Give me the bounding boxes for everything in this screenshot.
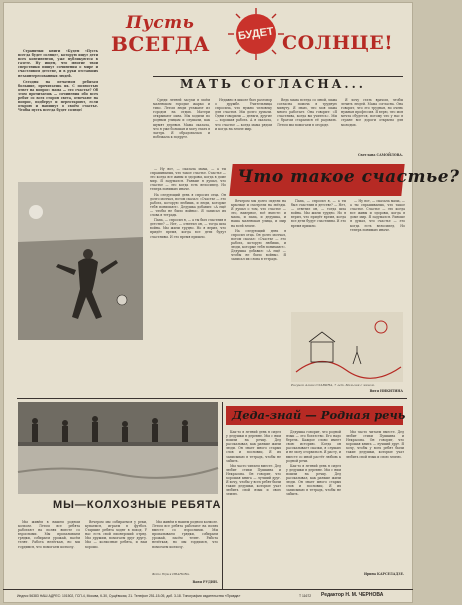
article-paragraph: Папа, — спросил я, — а ты был счастлив в детстве? — Нет, — ответил он, — тогда шла война. Мы жили трудно. Но я верил, что придёт время, когда все дети будут счастливы. И это время пришло. (150, 218, 226, 239)
schastie-title-banner (229, 164, 460, 196)
footer-order-number: Т 11672 (299, 594, 312, 598)
schastie-title: Что такое счастье? (237, 167, 460, 187)
newspaper-page (3, 2, 460, 603)
article-paragraph: Ведь мама всегда со мной, мама согласна помочь в трудную минуту. Я знаю, что моя мама много работает. Она говорит: «Я счастлива, когда вы учитесь». Мы с братом стараемся её радовать. Летом мы помогаем в огороде. (277, 98, 337, 127)
article-paragraph: Мы живём в нашем родном колхозе. Летом все ребята работают на полях вместе со взрослыми. Мы пропалываем грядки, собираем урожай, пасём телят. Работа нелёгкая, но мы гордимся, что помогаем колхозу. (152, 520, 218, 549)
article-paragraph: Папа, — спросил я, — а ты был счастлив в детстве? — Нет, — ответил он, — тогда шла война. Мы жили трудно. Но я верил, что придёт время, когда все дети будут счастливы. И это время пришло. (291, 199, 346, 228)
intro-paragraph: Сегодня на печатном ребятам большие, прочитаешь их. С полностью ответ на вопрос: мама — это счастье? Об этом прочитаешь — сочинения обо всех ребят со всех сторон света, отвечают на вопрос, подберут и переоткроют, если открою и напишут о своём счастье. Чтобы пусть всегда будет солнце! (18, 79, 98, 113)
article-paragraph: Как-то в летний день я сидел у дедушки в деревне. Мы с ним пошли на речку. Дед рассказывал, как раньше жили люди. Он знает много старых слов и пословиц. Я их записываю в тетрадь, чтобы не забыть. (226, 430, 281, 463)
kolhoz-caption: Фото Юрия ИВАНОВА. (152, 572, 190, 576)
article-paragraph: Вечером мы собираемся у реки, купаемся, играем в футбол. Старшие ребята ходят в поход. У нас есть свой пионерский отряд. Мы дружим, помогаем друг другу. Мы — колхозные ребята, и нам хорошо. (85, 520, 147, 549)
photo-illustration (18, 182, 143, 340)
deda-title: Деда-знай — Родная речь (232, 408, 406, 422)
article-paragraph: Я хочу стать врачом, чтобы лечить людей. Мама согласна. Она говорит, что это трудная, но очень нужная профессия. Я верю, что моя мечта сбудется, потому что у нас в стране все дороги открыты для молодых. (341, 98, 403, 127)
article-paragraph: Мы живём в нашем родном колхозе. Летом все ребята работают на полях вместе со взрослыми. Мы пропалываем грядки, собираем урожай, пасём телят. Работа нелёгкая, но мы гордимся, что помогаем колхозу. (18, 520, 80, 549)
intro-text (18, 49, 98, 174)
kolhoz-signature: Ваня РУДИН. (192, 580, 218, 584)
divider (17, 398, 407, 399)
intro-paragraph: Странички книги «Будем «Пусть всегда будет солнце», которую ищут дети всех континентов, уже публикуются в газете. Ну ищем, что многие твои сверстники пишут сочинения о мире и счастливом детстве, и в руки отставших незаинтересованных людей. (18, 49, 98, 78)
masthead (108, 12, 408, 70)
divider (153, 76, 403, 77)
footer-editor: Редактор Н. М. ЧЕРНОВА (321, 592, 384, 598)
masthead-line2-right: СОЛНЦЕ! (282, 32, 394, 54)
mat-signature: Светлана САМОЙЛОВА. (357, 153, 403, 157)
boy-with-ball-photo (18, 182, 143, 340)
article-paragraph: Вечером мы долго сидели на крыльце и смотрели на звёзды. Я думал о том, что счастье — это, наверное, всё вместе: и мама, и папа, и дедушка, и наша маленькая улица, и мир на всей земле. (231, 199, 286, 228)
masthead-line2-mid: БУДЕТ (237, 25, 275, 43)
divider (222, 402, 223, 590)
article-paragraph: Среди летней засухи в моём маленьком городке жарко и тихо. Летом люди уезжают из городов на отдых. Матери открывают окна. Мы ходили по родным улицам и слушали, как шумят деревья. Мама сказала, что я уже большая и могу ехать в лагерь. Я обрадовалась и побежала к подруге. (153, 98, 211, 139)
article-paragraph: — Ну вот, — сказала мама, — а ты спрашиваешь, что такое счастье. Счастье — это когда все живы и здоровы, когда в доме мир. Я задумался. Раньше я думал, что счастье — это когда есть велосипед. Но теперь понимаю иначе. (150, 167, 226, 192)
article-paragraph: На следующий день я спросил отца. Он долго молчал, потом сказал: «Счастье — это работа, которую любишь, и люди, которые тебя понимают». Дедушка добавил: «А ещё — чтобы не было войны». Я записал их слова в тетрадь. (231, 228, 286, 262)
article-paragraph: На следующий день я спросил отца. Он долго молчал, потом сказал: «Счастье — это работа, которую любишь, и люди, которые тебя понимают». Дедушка добавил: «А ещё — чтобы не было войны». Я записал их слова в тетрадь. (150, 192, 226, 218)
masthead-line2-left: ВСЕГДА (111, 32, 210, 56)
masthead-line1: Пусть (126, 13, 195, 33)
schastie-signature: Витя НИКИТИНА (369, 389, 403, 393)
drawing-caption: Рисунок Алика СЛАВИНА, 7 лет. Мальчик с мячом. (291, 383, 375, 387)
deda-title-banner (226, 406, 406, 425)
footer-imprint: Индекс 56383 НАШ АДРЕС: 101502, ГСП-4, Москва, К-30, Сущёвская, 21. Телефон 251-15-05, доб. 3-18. Типография издательства «Правда» (17, 594, 241, 598)
article-paragraph: Недавно в школе был разговор о дружбе. Учительница спросила, что нужно человеку для счастья. Мы долго думали. Одни говорили — деньги, другие — хорошая работа. А я сказала, что счастье — когда мама рядом и когда на земле мир. (215, 98, 272, 131)
article-paragraph: Как-то в летний день я сидел у дедушки в деревне. Мы с ним пошли на речку. Дед рассказывал, как раньше жили люди. Он знает много старых слов и пословиц. Я их записываю в тетрадь, чтобы не забыть. (286, 463, 341, 497)
article-paragraph: — Ну вот, — сказала мама, — а ты спрашиваешь, что такое счастье. Счастье — это когда все живы и здоровы, когда в доме мир. Я задумался. Раньше я думал, что счастье — это когда есть велосипед. Но теперь понимаю иначе. (350, 199, 405, 232)
drawing-illustration (291, 312, 403, 382)
deda-signature: Ирина КАРСЕЛАДЗЕ. (363, 572, 404, 576)
mat-soglasna-title: МАТЬ СОГЛАСНА... (180, 77, 366, 91)
article-paragraph: Мы часто читаем вместе. Дед любит стихи Пушкина и Некрасова. Он говорит, что хорошая книга — лучший друг. Я хочу, чтобы у всех ребят были такие дедушки, которые учат любить свой язык и свою землю. (346, 430, 404, 459)
article-paragraph: Мы часто читаем вместе. Дед любит стихи Пушкина и Некрасова. Он говорит, что хорошая книга — лучший друг. Я хочу, чтобы у всех ребят были такие дедушки, которые учат любить свой язык и свою землю. (226, 463, 281, 497)
photo-illustration (18, 402, 218, 494)
article-paragraph: Дедушка говорит, что родной язык — это богатство. Его надо беречь. Каждое слово имеет свою историю. Когда он рассказывает сказки, я слушаю и не могу оторваться. Я расту, и вместе со мной растёт любовь к родной речи. (286, 430, 341, 463)
kolhoz-children-photo (18, 402, 218, 494)
child-drawing (291, 312, 403, 382)
kolhoz-title: МЫ—КОЛХОЗНЫЕ РЕБЯТА (53, 499, 222, 511)
footer (3, 589, 413, 603)
